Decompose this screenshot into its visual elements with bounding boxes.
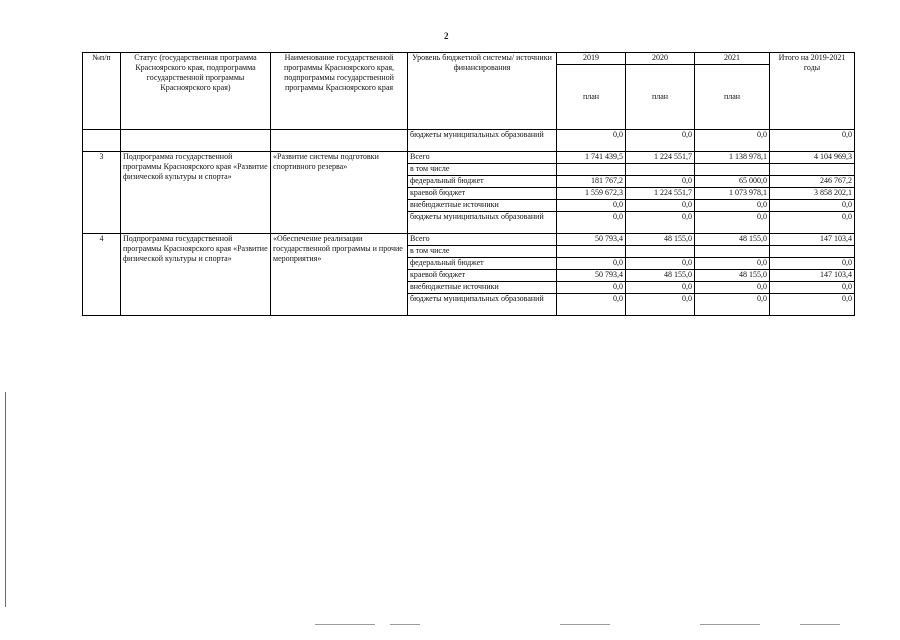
program-name: «Обеспечение реализации государственной программы и прочие мероприятия» [271,234,408,316]
scan-artifact-line [560,624,610,625]
value-2020: 0,0 [626,258,695,270]
value-total: 0,0 [770,282,855,294]
table-row-carry [83,130,855,152]
scan-artifact-line [315,624,375,625]
cell-empty [83,130,121,152]
source-cell: бюджеты муниципальных образований [408,212,557,234]
header-2020: 2020 [626,53,695,65]
value-2020: 1 224 551,7 [626,152,695,164]
scan-artifact-line [390,624,420,625]
program-number: 4 [83,234,121,316]
value-2020: 1 224 551,7 [626,188,695,200]
value-2021: 48 155,0 [695,234,770,246]
cell-empty [271,130,408,152]
value-2019: 0,0 [557,258,626,270]
scan-artifact-line [800,624,840,625]
header-num: №п/п [83,53,121,130]
value-2019 [557,246,626,258]
header-plan-2019: план [557,65,626,130]
value-2019: 181 767,2 [557,176,626,188]
value-2019: 0,0 [557,294,626,316]
table-row [83,152,855,164]
value-total: 246 767,2 [770,176,855,188]
value-2021 [695,164,770,176]
value-2020: 48 155,0 [626,270,695,282]
value-2021: 48 155,0 [695,270,770,282]
value-total [770,246,855,258]
source-cell: в том числе [408,164,557,176]
source-cell: Всего [408,152,557,164]
value-2021: 0,0 [695,282,770,294]
value-2021: 0,0 [695,212,770,234]
source-cell: бюджеты муниципальных образований [408,294,557,316]
value-total [770,164,855,176]
value-total: 3 858 202,1 [770,188,855,200]
table-row [83,234,855,246]
value-2020 [626,246,695,258]
value-2019: 1 741 439,5 [557,152,626,164]
value-2020: 48 155,0 [626,234,695,246]
value-2019: 0,0 [557,212,626,234]
header-row [83,53,855,65]
cell-empty [121,130,271,152]
value-2021: 0,0 [695,130,770,152]
value-total: 0,0 [770,212,855,234]
source-cell: бюджеты муниципальных образований [408,130,557,152]
source-cell: внебюджетные источники [408,200,557,212]
value-total: 147 103,4 [770,270,855,282]
value-2021: 0,0 [695,258,770,270]
header-plan-2020: план [626,65,695,130]
header-total: Итого на 2019-2021 годы [770,53,855,130]
program-name: «Развитие системы подготовки спортивного резерва» [271,152,408,234]
value-2020: 0,0 [626,212,695,234]
value-2019: 50 793,4 [557,234,626,246]
header-status: Статус (государственная программа Красноярского края, подпрограмма государственной программы Красноярского края) [121,53,271,130]
source-cell: внебюджетные источники [408,282,557,294]
value-2020: 0,0 [626,200,695,212]
value-2020: 0,0 [626,130,695,152]
source-cell: Всего [408,234,557,246]
value-2019: 50 793,4 [557,270,626,282]
value-2019: 0,0 [557,130,626,152]
value-total: 147 103,4 [770,234,855,246]
value-2019: 0,0 [557,282,626,294]
source-cell: федеральный бюджет [408,258,557,270]
budget-table [82,52,855,316]
value-2019: 1 559 672,3 [557,188,626,200]
value-2021: 0,0 [695,200,770,212]
value-2020: 0,0 [626,176,695,188]
value-2021 [695,246,770,258]
source-cell: краевой бюджет [408,270,557,282]
source-cell: федеральный бюджет [408,176,557,188]
scan-edge-line [5,392,6,607]
header-2019: 2019 [557,53,626,65]
value-2020: 0,0 [626,294,695,316]
value-2021: 1 073 978,1 [695,188,770,200]
value-2021: 1 138 978,1 [695,152,770,164]
value-total: 0,0 [770,200,855,212]
program-status: Подпрограмма государственной программы Красноярского края «Развитие физической культуры и спорта» [121,152,271,234]
value-2019 [557,164,626,176]
source-cell: краевой бюджет [408,188,557,200]
scan-artifact-line [700,624,760,625]
value-2021: 65 000,0 [695,176,770,188]
value-total: 4 104 969,3 [770,152,855,164]
header-level: Уровень бюджетной системы/ источники финансирования [408,53,557,130]
value-2020: 0,0 [626,282,695,294]
value-total: 0,0 [770,258,855,270]
program-status: Подпрограмма государственной программы Красноярского края «Развитие физической культуры и спорта» [121,234,271,316]
header-2021: 2021 [695,53,770,65]
header-name: Наименование государственной программы Красноярского края, подпрограммы государственной программы Красноярского края [271,53,408,130]
value-2019: 0,0 [557,200,626,212]
program-number: 3 [83,152,121,234]
value-2020 [626,164,695,176]
page-number: 2 [444,31,449,41]
value-2021: 0,0 [695,294,770,316]
header-plan-2021: план [695,65,770,130]
source-cell: в том числе [408,246,557,258]
value-total: 0,0 [770,130,855,152]
value-total: 0,0 [770,294,855,316]
